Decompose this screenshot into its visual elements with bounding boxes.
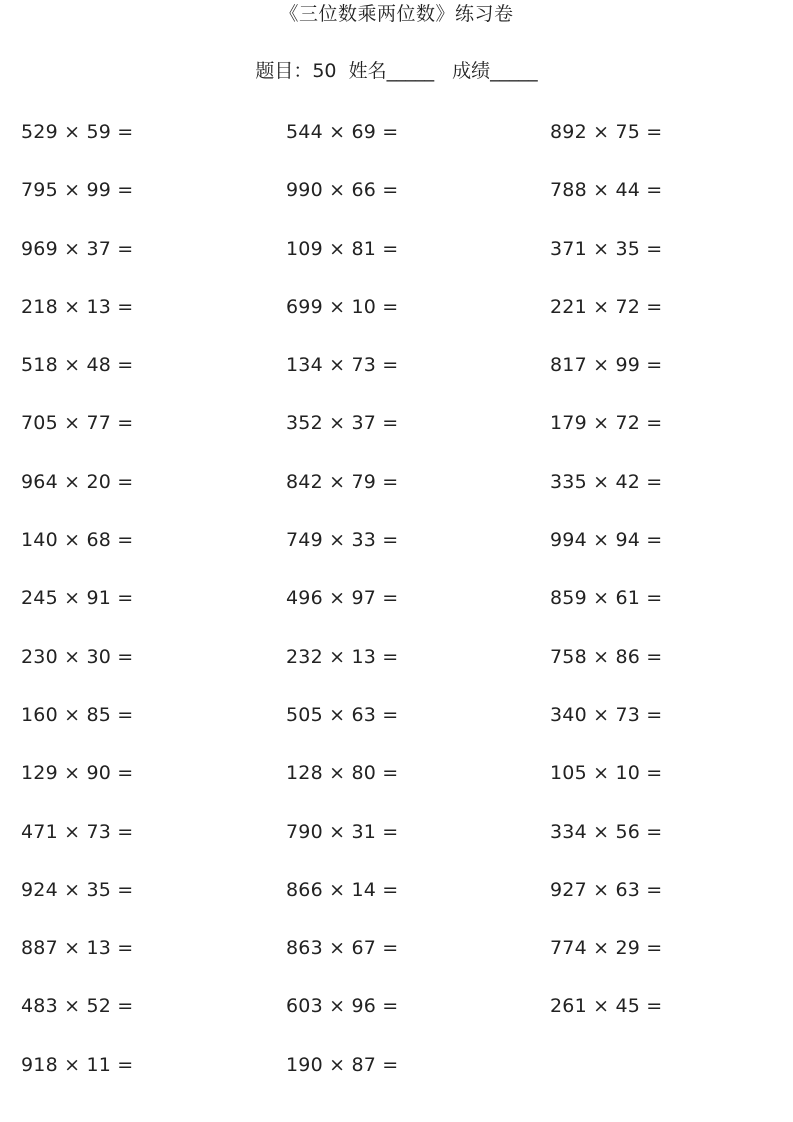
math-problem: 352 × 37 = [286, 412, 399, 435]
math-problem: 705 × 77 = [21, 412, 134, 435]
math-problem: 128 × 80 = [286, 762, 399, 785]
math-problem: 496 × 97 = [286, 587, 399, 610]
math-problem: 335 × 42 = [550, 470, 663, 493]
math-problem: 866 × 14 = [286, 878, 399, 901]
math-problem: 371 × 35 = [550, 237, 663, 260]
math-problem: 190 × 87 = [286, 1053, 399, 1076]
math-problem: 340 × 73 = [550, 703, 663, 726]
math-problem: 221 × 72 = [550, 295, 663, 318]
math-problem: 924 × 35 = [21, 878, 134, 901]
math-problem: 964 × 20 = [21, 470, 134, 493]
math-problem: 544 × 69 = [286, 121, 399, 143]
math-problem: 518 × 48 = [21, 354, 134, 377]
math-problem: 105 × 10 = [550, 762, 663, 785]
worksheet-info-line: 题目：50 姓名_____ 成绩_____ [255, 60, 538, 82]
math-problem: 261 × 45 = [550, 995, 663, 1018]
math-problem: 140 × 68 = [21, 529, 134, 552]
math-problem: 817 × 99 = [550, 354, 663, 377]
math-problem: 927 × 63 = [550, 878, 663, 901]
math-problem: 232 × 13 = [286, 645, 399, 668]
math-problem: 892 × 75 = [550, 121, 663, 143]
math-problem: 505 × 63 = [286, 703, 399, 726]
math-problem: 842 × 79 = [286, 470, 399, 493]
math-problem: 749 × 33 = [286, 529, 399, 552]
math-problem: 109 × 81 = [286, 237, 399, 260]
math-problem: 179 × 72 = [550, 412, 663, 435]
math-problem: 758 × 86 = [550, 645, 663, 668]
math-problem: 160 × 85 = [21, 703, 134, 726]
math-problem: 994 × 94 = [550, 529, 663, 552]
math-problem: 790 × 31 = [286, 820, 399, 843]
math-problem: 529 × 59 = [21, 121, 134, 143]
math-problem: 788 × 44 = [550, 179, 663, 202]
math-problem: 969 × 37 = [21, 237, 134, 260]
math-problem: 471 × 73 = [21, 820, 134, 843]
problem-grid [21, 117, 780, 1108]
math-problem: 887 × 13 = [21, 937, 134, 960]
worksheet-title: 《三位数乘两位数》练习卷 [279, 3, 514, 25]
math-problem: 230 × 30 = [21, 645, 134, 668]
math-problem: 134 × 73 = [286, 354, 399, 377]
math-problem: 483 × 52 = [21, 995, 134, 1018]
math-problem: 863 × 67 = [286, 937, 399, 960]
math-problem: 334 × 56 = [550, 820, 663, 843]
math-problem: 129 × 90 = [21, 762, 134, 785]
math-problem: 245 × 91 = [21, 587, 134, 610]
math-problem: 774 × 29 = [550, 937, 663, 960]
math-problem: 795 × 99 = [21, 179, 134, 202]
math-problem: 603 × 96 = [286, 995, 399, 1018]
math-problem: 699 × 10 = [286, 295, 399, 318]
math-problem: 990 × 66 = [286, 179, 399, 202]
math-problem: 859 × 61 = [550, 587, 663, 610]
math-problem: 218 × 13 = [21, 295, 134, 318]
math-problem: 918 × 11 = [21, 1053, 134, 1076]
